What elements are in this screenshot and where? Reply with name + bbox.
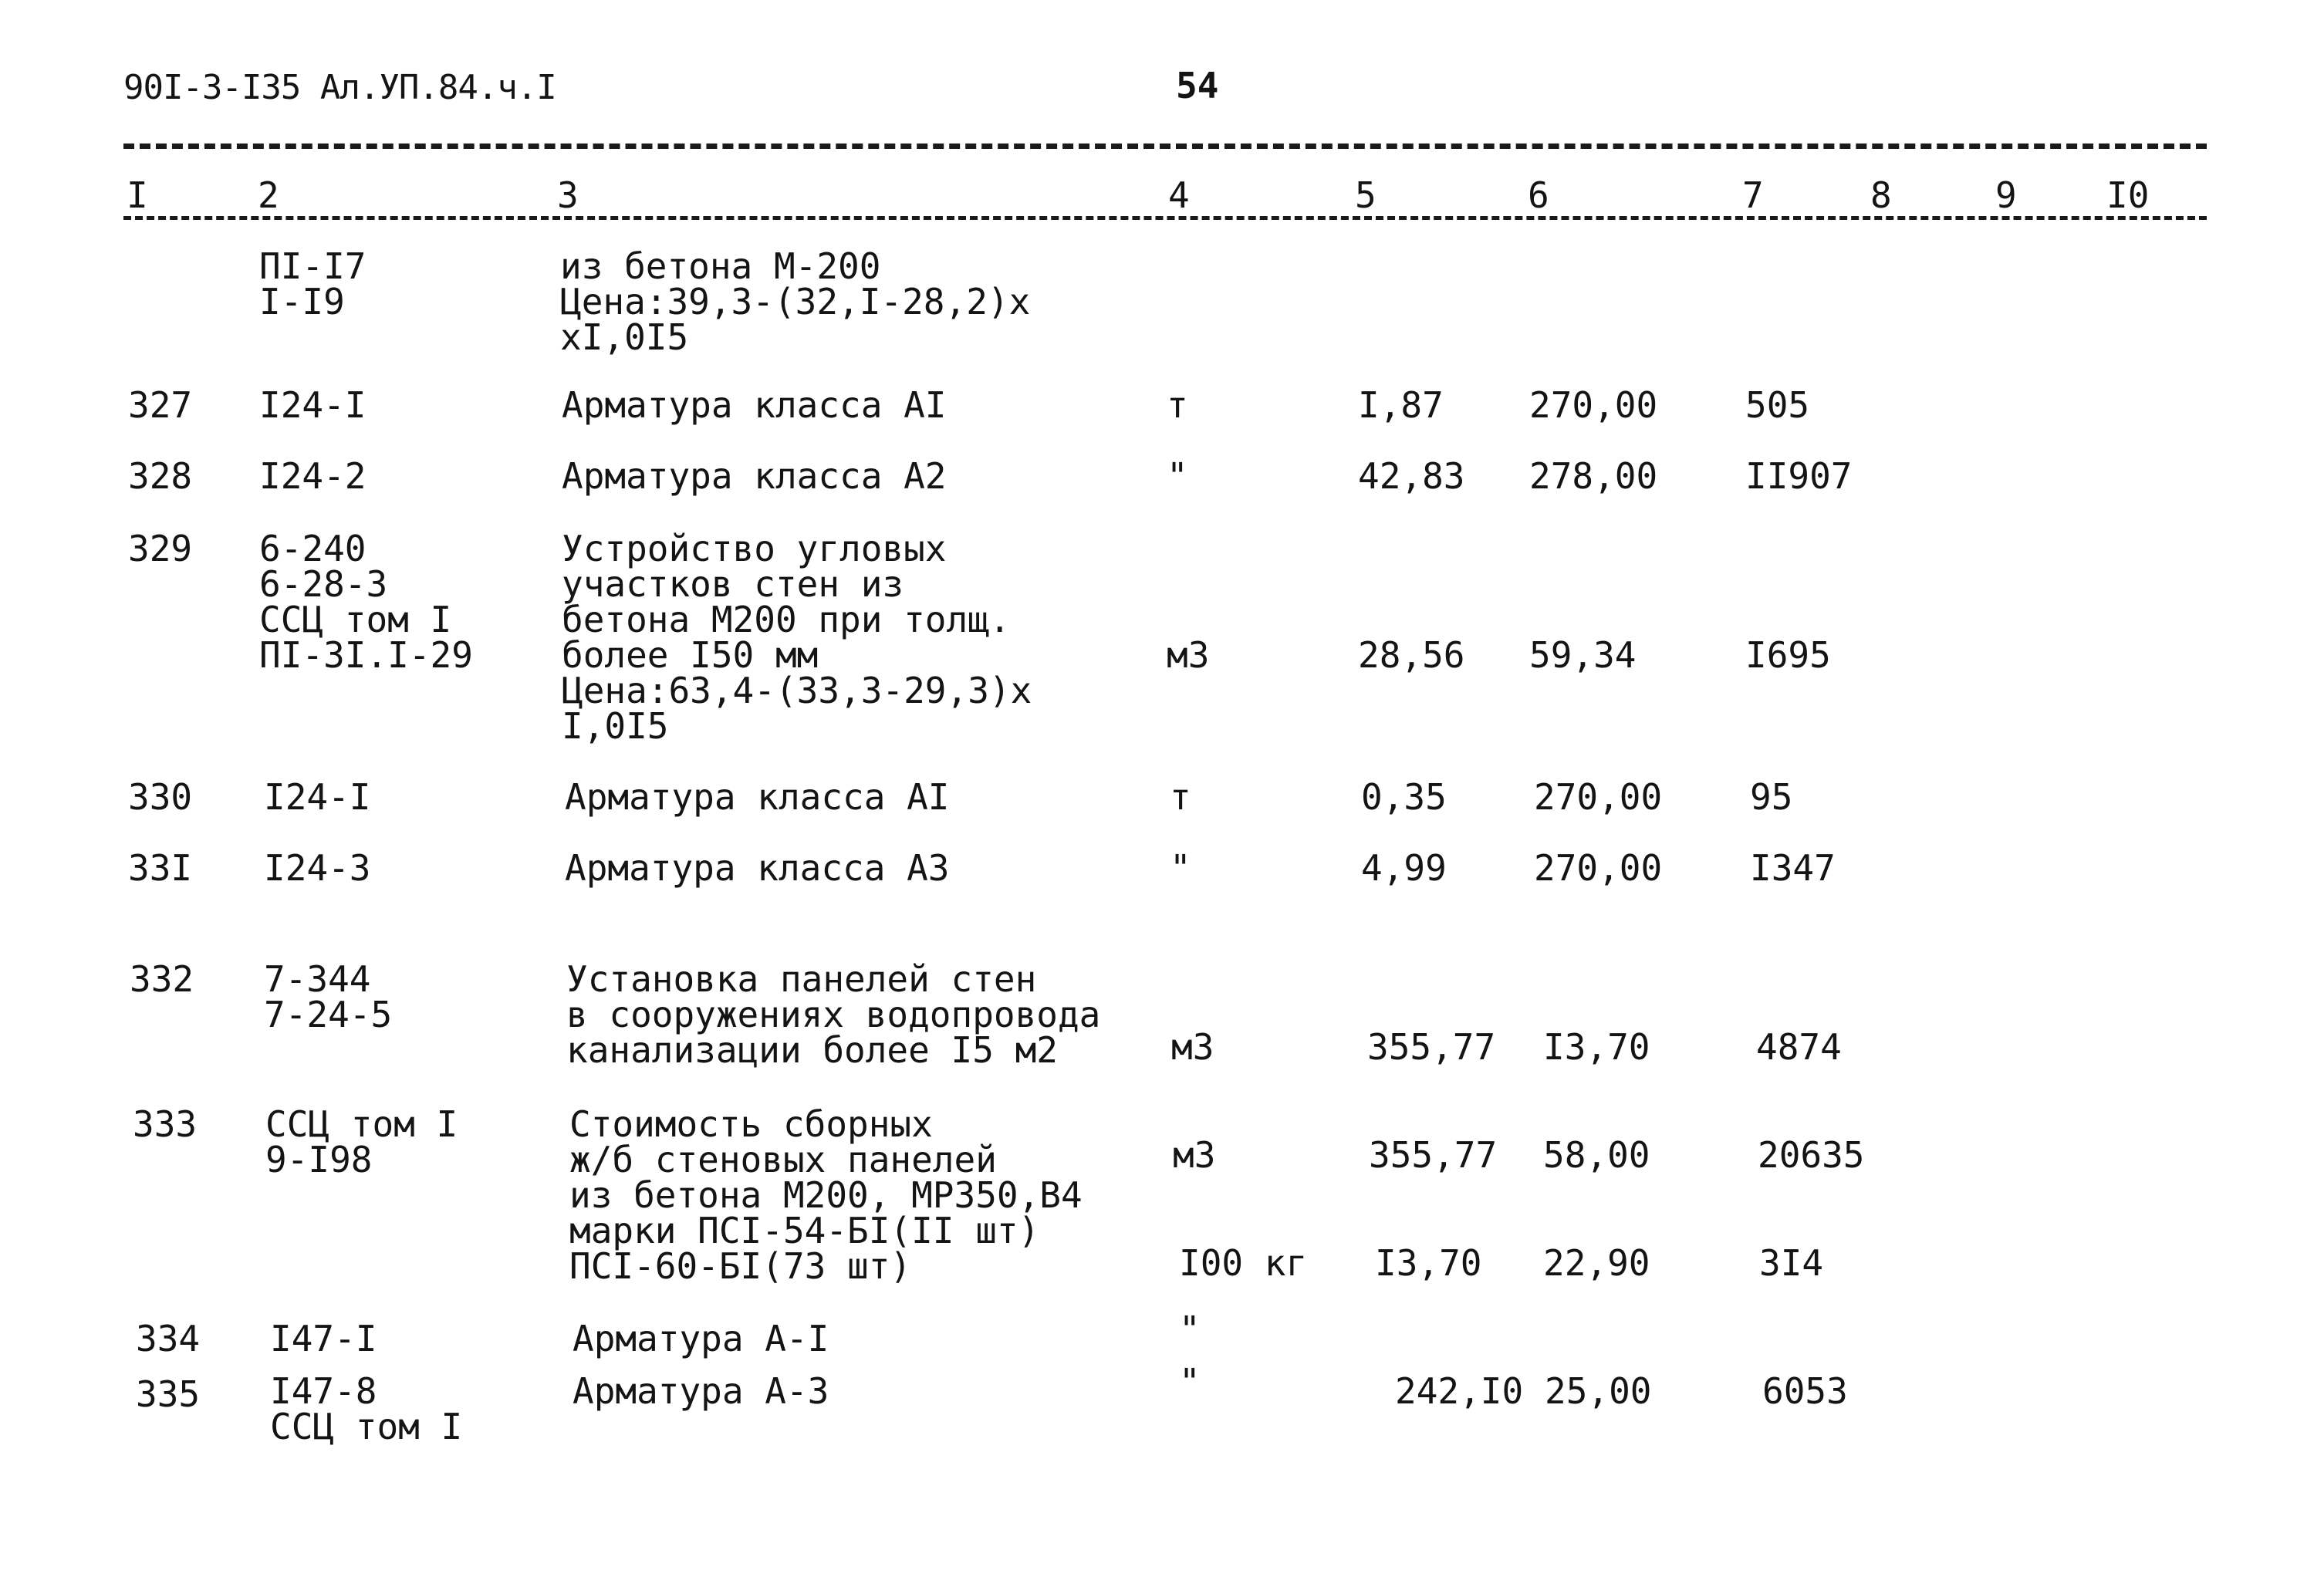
- row-cont-code: ПI-I7 I-I9: [259, 245, 367, 323]
- row-335-number: 335: [136, 1373, 201, 1415]
- row-332-description: Установка панелей стен в сооружениях водопровода канализации более I5 м2: [566, 958, 1101, 1071]
- row-334-code: I47-I: [270, 1318, 377, 1359]
- row-330-code: I24-I: [264, 776, 371, 818]
- row-327-number: 327: [128, 384, 193, 426]
- column-header-1: I: [123, 174, 151, 216]
- row-331-code: I24-3: [264, 847, 371, 889]
- row-328-total: II907: [1745, 455, 1853, 497]
- row-327-description: Арматура класса AI: [562, 384, 947, 426]
- row-cont-description: из бетона М-200 Цена:39,3-(32,I-28,2)х хI,0I5: [560, 245, 1031, 358]
- row-327-total: 505: [1745, 384, 1810, 426]
- row-333-number: 333: [133, 1103, 198, 1145]
- column-header-7: 7: [1739, 174, 1767, 216]
- row-329-total: I695: [1745, 634, 1831, 676]
- row-335-description: Арматура A-3: [573, 1370, 829, 1412]
- row-331-total: I347: [1750, 847, 1836, 889]
- row-334-description: Арматура A-I: [573, 1318, 829, 1359]
- row-331-number: 33I: [128, 847, 193, 889]
- column-header-5: 5: [1352, 174, 1380, 216]
- row-333-total-2: 3I4: [1759, 1242, 1824, 1284]
- row-333-total: 20635: [1758, 1134, 1865, 1176]
- row-330-quantity: 0,35: [1361, 776, 1447, 818]
- row-329-price: 59,34: [1529, 634, 1637, 676]
- row-335-quantity: 242,I0: [1395, 1370, 1524, 1412]
- row-328-unit: ": [1167, 455, 1188, 497]
- row-331-description: Арматура класса A3: [565, 847, 950, 889]
- row-327-unit: т: [1167, 384, 1188, 426]
- row-332-number: 332: [130, 958, 194, 1000]
- row-333-price-2: 22,90: [1543, 1242, 1650, 1284]
- row-333-quantity: 355,77: [1369, 1134, 1498, 1176]
- row-329-code: 6-240 6-28-3 ССЦ том I ПI-3I.I-29: [259, 528, 473, 676]
- row-333-quantity-2: I3,70: [1375, 1242, 1482, 1284]
- page-number: 54: [1176, 65, 1219, 106]
- row-327-price: 270,00: [1529, 384, 1658, 426]
- row-330-total: 95: [1750, 776, 1793, 818]
- row-332-code: 7-344 7-24-5: [264, 958, 393, 1035]
- row-333-price: 58,00: [1543, 1134, 1650, 1176]
- row-330-number: 330: [128, 776, 193, 818]
- row-331-quantity: 4,99: [1361, 847, 1447, 889]
- row-328-description: Арматура класса A2: [562, 455, 947, 497]
- row-332-quantity: 355,77: [1367, 1026, 1496, 1068]
- row-335-price: 25,00: [1545, 1370, 1652, 1412]
- column-header-3: 3: [554, 174, 582, 216]
- column-header-rule: [123, 216, 2207, 220]
- row-328-price: 278,00: [1529, 455, 1658, 497]
- column-header-2: 2: [255, 174, 282, 216]
- row-333-description: Стоимость сборных ж/б стеновых панелей из бетона М200, МР350,В4 марки ПСI-54-БI(II шт) ПСI-60-БI(73 шт): [569, 1103, 1083, 1287]
- column-header-8: 8: [1867, 174, 1895, 216]
- row-333-unit: м3: [1173, 1134, 1216, 1176]
- row-329-description: Устройство угловых участков стен из бетона М200 при толщ. более I50 мм Цена:63,4-(33,3-29,3)х I,0I5: [562, 528, 1032, 747]
- column-header-10: I0: [2103, 174, 2152, 216]
- column-header-6: 6: [1525, 174, 1552, 216]
- row-328-number: 328: [128, 455, 193, 497]
- row-331-unit: ": [1170, 847, 1191, 889]
- row-335-unit: ": [1179, 1361, 1201, 1403]
- row-333-code: ССЦ том I 9-I98: [265, 1103, 458, 1180]
- row-330-description: Арматура класса AI: [565, 776, 950, 818]
- row-334-unit: ": [1179, 1309, 1201, 1350]
- column-header-9: 9: [1992, 174, 2020, 216]
- row-332-unit: м3: [1171, 1026, 1214, 1068]
- row-327-quantity: I,87: [1358, 384, 1444, 426]
- row-329-number: 329: [128, 528, 193, 569]
- row-333-unit-2: I00 кг: [1179, 1242, 1308, 1284]
- row-329-quantity: 28,56: [1358, 634, 1465, 676]
- row-335-total: 6053: [1762, 1370, 1848, 1412]
- row-332-total: 4874: [1756, 1026, 1842, 1068]
- row-334-number: 334: [136, 1318, 201, 1359]
- column-header-4: 4: [1165, 174, 1193, 216]
- row-328-quantity: 42,83: [1358, 455, 1465, 497]
- row-331-price: 270,00: [1534, 847, 1663, 889]
- row-330-price: 270,00: [1534, 776, 1663, 818]
- row-328-code: I24-2: [259, 455, 367, 497]
- row-327-code: I24-I: [259, 384, 367, 426]
- document-code: 90I-3-I35 Ал.УП.84.ч.I: [123, 68, 556, 107]
- row-335-code: I47-8 ССЦ том I: [270, 1370, 463, 1447]
- row-332-price: I3,70: [1543, 1026, 1650, 1068]
- row-330-unit: т: [1170, 776, 1191, 818]
- row-329-unit: м3: [1167, 634, 1210, 676]
- top-dashed-rule: [123, 144, 2207, 149]
